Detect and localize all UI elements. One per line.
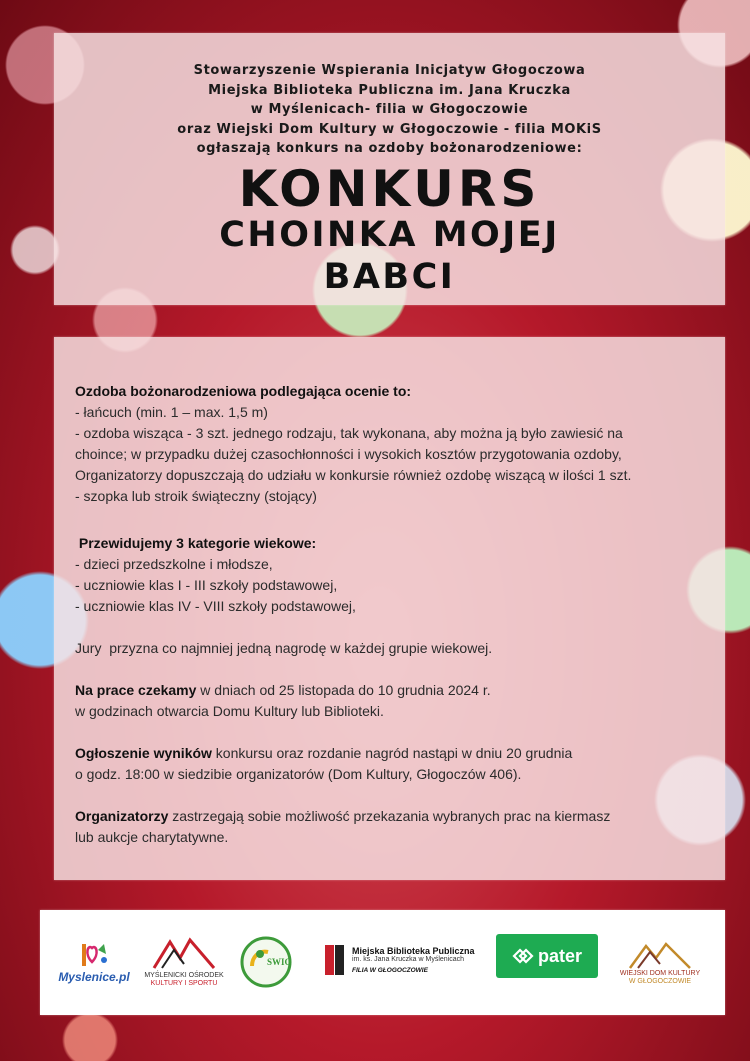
org-line: w Myślenicach- filia w Głogoczowie bbox=[250, 102, 529, 117]
book-icon bbox=[324, 943, 346, 977]
pater-mark-icon bbox=[512, 948, 534, 964]
library-text-line3: FILIA W GŁOGOCZOWIE bbox=[352, 967, 428, 974]
category-item: - uczniowie klas I - III szkoły podstawowej, bbox=[75, 577, 338, 593]
mokis-logo bbox=[144, 924, 224, 1000]
library-logo bbox=[324, 930, 484, 990]
mountains-icon bbox=[152, 936, 216, 972]
rules-text bbox=[75, 381, 685, 848]
org-line: Stowarzyszenie Wspierania Inicjatyw Głogoczowa bbox=[193, 63, 586, 78]
organizers-text: zastrzegają sobie możliwość przekazania wybranych prac na kiermasz bbox=[168, 808, 611, 824]
library-text-line1: Miejska Biblioteka Publiczna bbox=[352, 946, 475, 956]
dates-text: w dniach od 25 listopada do 10 grudnia 2024 r. bbox=[196, 682, 491, 698]
wdk-logo bbox=[610, 926, 710, 1000]
ornament-item: choince; w przypadku dużej czasochłonności i wysokich kosztów przygotowania ozdoby, bbox=[75, 446, 622, 462]
mokis-text-line2: KULTURY I SPORTU bbox=[150, 980, 218, 987]
org-line: ogłaszają konkurs na ozdoby bożonarodzeniowe: bbox=[196, 141, 583, 156]
category-item: - uczniowie klas IV - VIII szkoły podstawowej, bbox=[75, 598, 356, 614]
ornament-heading: Ozdoba bożonarodzeniowa podlegająca ocenie to: bbox=[75, 383, 412, 399]
wdk-text-line1: WIEJSKI DOM KULTURY bbox=[619, 970, 701, 977]
categories-heading: Przewidujemy 3 kategorie wiekowe: bbox=[75, 535, 317, 551]
ornament-item: - szopka lub stroik świąteczny (stojący) bbox=[75, 488, 317, 504]
contest-subtitle-line1: CHOINKA MOJEJ bbox=[219, 215, 560, 255]
org-line: oraz Wiejski Dom Kultury w Głogoczowie - filia MOKiS bbox=[177, 121, 602, 137]
results-bold: Ogłoszenie wyników bbox=[75, 745, 212, 761]
myslenice-text: Myslenice.pl bbox=[58, 970, 130, 984]
contest-title: KONKURS bbox=[238, 160, 541, 218]
organizers-line2: lub aukcje charytatywne. bbox=[75, 829, 229, 845]
wdk-mountains-icon bbox=[628, 940, 692, 970]
swig-logo bbox=[236, 924, 296, 1000]
contest-subtitle-line2: BABCI bbox=[323, 257, 456, 297]
dates-line2: w godzinach otwarcia Domu Kultury lub Biblioteki. bbox=[75, 703, 384, 719]
ornament-item: - ozdoba wisząca - 3 szt. jednego rodzaju, tak wykonana, aby można ją było zawiesić na bbox=[75, 425, 623, 441]
pater-text: pater bbox=[537, 945, 582, 966]
myslenice-logo bbox=[54, 932, 134, 992]
partner-logos bbox=[40, 910, 725, 1015]
category-item: - dzieci przedszkolne i młodsze, bbox=[75, 556, 273, 572]
ornament-item: - łańcuch (min. 1 – max. 1,5 m) bbox=[75, 404, 268, 420]
wdk-text-line2: W GŁOGOCZOWIE bbox=[628, 978, 692, 985]
organizers-announcement bbox=[54, 61, 725, 159]
swig-text: SWIG bbox=[267, 957, 292, 967]
mokis-text-line1: MYŚLENICKI OŚRODEK bbox=[144, 972, 224, 979]
ornament-item: Organizatorzy dopuszczają do udziału w konkursie również ozdobę wiszącą w ilości 1 szt. bbox=[75, 467, 632, 483]
myslenice-emblem-icon bbox=[74, 940, 114, 970]
jury-note: Jury przyzna co najmniej jedną nagrodę w każdej grupie wiekowej. bbox=[75, 640, 493, 656]
dates-bold: Na prace czekamy bbox=[75, 682, 197, 698]
organizers-bold: Organizatorzy bbox=[75, 808, 169, 824]
org-line: Miejska Biblioteka Publiczna im. Jana Kruczka bbox=[208, 82, 571, 98]
library-text-line2: im. ks. Jana Kruczka w Myślenicach bbox=[352, 956, 465, 963]
results-line2: o godz. 18:00 w siedzibie organizatorów (Dom Kultury, Głogoczów 406). bbox=[75, 766, 522, 782]
header-panel bbox=[54, 33, 725, 305]
rules-panel bbox=[54, 337, 725, 880]
results-text: konkursu oraz rozdanie nagród nastąpi w dniu 20 grudnia bbox=[211, 745, 573, 761]
pater-logo bbox=[496, 934, 598, 978]
